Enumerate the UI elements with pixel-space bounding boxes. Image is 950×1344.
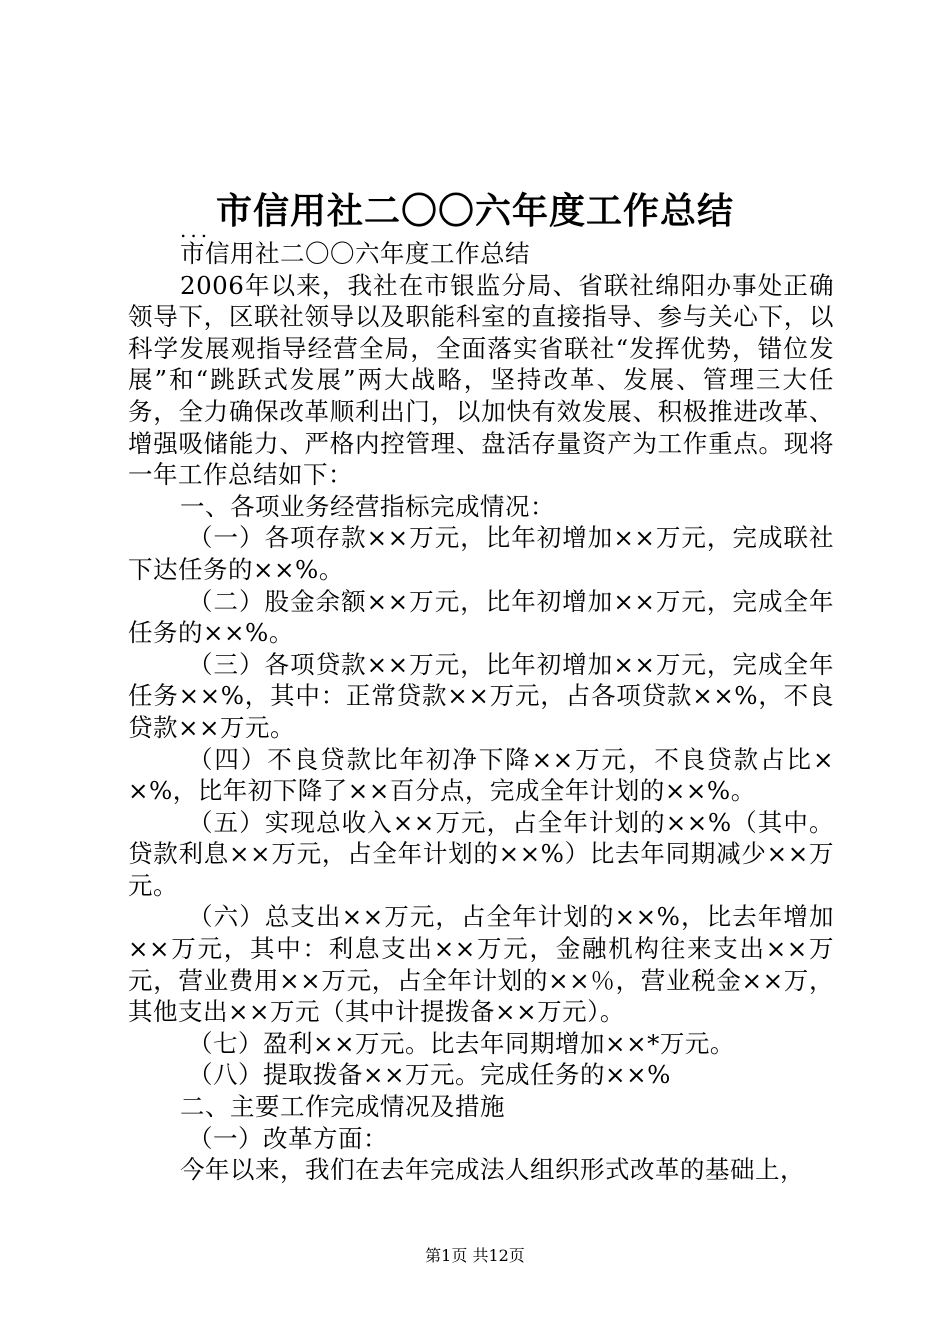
ellipsis-marker: ...: [180, 218, 212, 242]
paragraph-item-3: （三）各项贷款××万元，比年初增加××万元，完成全年任务××%，其中：正常贷款××万元，占各项贷款××%，不良贷款××万元。: [128, 649, 834, 742]
paragraph-item-4: （四）不良贷款比年初净下降××万元，不良贷款占比××%，比年初下降了××百分点，完成全年计划的××%。: [128, 744, 834, 806]
document-body: [128, 238, 834, 1186]
paragraph-item-6: （六）总支出××万元，占全年计划的××%，比去年增加××万元，其中：利息支出××万元，金融机构往来支出××万元，营业费用××万元，占全年计划的××％，营业税金××万，其他支出××万元（其中计提拨备××万元）。: [128, 902, 834, 1027]
paragraph-item-2: （二）股金余额××万元，比年初增加××万元，完成全年任务的××%。: [128, 586, 834, 648]
paragraph-reform: 今年以来，我们在去年完成法人组织形式改革的基础上，: [180, 1155, 805, 1185]
document-title: 市信用社二〇〇六年度工作总结: [215, 190, 734, 232]
paragraph-intro: 2006年以来，我社在市银监分局、省联社绵阳办事处正确领导下，区联社领导以及职能科室的直接指导、参与关心下，以科学发展观指导经营全局，全面落实省联社“发挥优势，错位发展”和“跳跃式发展”两大战略，坚持改革、发展、管理三大任务，全力确保改革顺利出门，以加快有效发展、积极推进改革、增强吸储能力、严格内控管理、盘活存量资产为工作重点。现将一年工作总结如下：: [128, 270, 834, 490]
paragraph-item-8: （八）提取拨备××万元。完成任务的××%: [188, 1060, 671, 1090]
paragraph-item-7: （七）盈利××万元。比去年同期增加××*万元。: [188, 1028, 735, 1058]
paragraph-item-1: （一）各项存款××万元，比年初增加××万元，完成联社下达任务的××%。: [128, 523, 834, 584]
page-number: 第1页 共12页: [425, 1246, 525, 1265]
section-heading-2: 二、主要工作完成情况及措施: [180, 1092, 505, 1122]
paragraph-subtitle: 市信用社二〇〇六年度工作总结: [180, 239, 530, 268]
subsection-heading-1: （一）改革方面：: [188, 1123, 388, 1153]
paragraph-item-5: （五）实现总收入××万元，占全年计划的××%（其中。贷款利息××万元，占全年计划的××%）比去年同期减少××万元。: [128, 807, 834, 900]
section-heading-1: 一、各项业务经营指标完成情况：: [180, 491, 555, 521]
